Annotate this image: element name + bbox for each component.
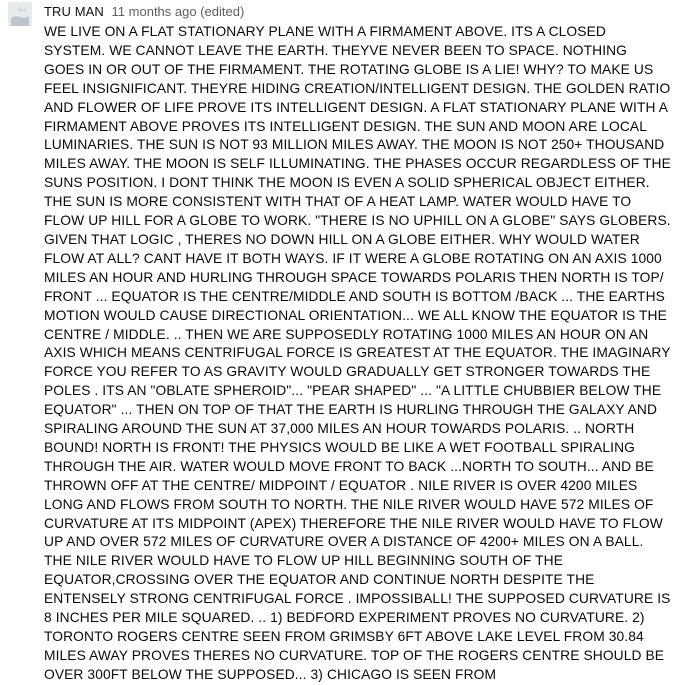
comment-timestamp[interactable]: 11 months ago <box>111 4 197 19</box>
default-avatar-icon <box>8 2 32 26</box>
comment-text: WE LIVE ON A FLAT STATIONARY PLANE WITH A FIRMAMENT ABOVE. ITS A CLOSED SYSTEM. WE CANNOT LEAVE THE EARTH. THEYVE NEVER BEEN TO SPACE. NOTHING GOES IN OR OUT OF THE FIRMAMENT. THE ROTATING GLOBE IS A LIE! WHY? TO MAKE US FEEL INSIGNIFICANT. THEYRE HIDING CREATION/INTELLIGENT DESIGN. THE GOLDEN RATIO AND FLOWER OF LIFE PROVE ITS INTELLIGENT DESIGN. A FLAT STATIONARY PLANE WITH A FIRMAMENT ABOVE PROVES ITS INTELLIGENT DESIGN. THE SUN AND MOON ARE LOCAL LUMINARIES. THE SUN IS NOT 93 MILLION MILES AWAY. THE MOON IS NOT 250+ THOUSAND MILES AWAY. THE MOON IS SELF ILLUMINATING. THE PHASES OCCUR REGARDLESS OF THE SUNS POSITION. I DONT THINK THE MOON IS EVEN A SOLID SPHERICAL OBJECT EITHER. THE SUN IS MORE CONSISTENT WITH THAT OF A HEAT LAMP. WATER WOULD HAVE TO FLOW UP HILL FOR A GLOBE TO WORK. "THERE IS NO UPHILL ON A GLOBE" SAYS GLOBERS. GIVEN THAT LOGIC , THERES NO DOWN HILL ON A GLOBE EITHER. WHY WOULD WATER FLOW AT ALL? CANT HAVE IT BOTH WAYS. IF IT WERE A GLOBE ROTATING ON AN AXIS 1000 MILES AN HOUR AND HURLING THROUGH SPACE TOWARDS POLARIS THEN NORTH IS TOP/ FRONT ... EQUATOR IS THE CENTRE/MIDDLE AND SOUTH IS BOTTOM /BACK ... THE EARTHS MOTION WOULD CAUSE DIRECTIONAL ORIENTATION... WE ALL KNOW THE EQUATOR IS THE CENTRE / MIDDLE. .. THEN WE ARE SUPPOSEDLY ROTATING 1000 MILES AN HOUR ON AN AXIS WHICH MEANS CENTRIFUGAL FORCE IS GREATEST AT THE EQUATOR. THE IMAGINARY FORCE YOU REFER TO AS GRAVITY WOULD GRADUALLY GET STRONGER TOWARDS THE POLES . ITS AN "OBLATE SPHEROID"... "PEAR SHAPED" ... "A LITTLE CHUBBIER BELOW THE EQUATOR" ... THEN ON TOP OF THAT THE EARTH IS HURLING THROUGH THE GALAXY AND SPIRALING AROUND THE SUN AT 37,000 MILES AN HOUR TOWARDS POLARIS. .. NORTH BOUND! NORTH IS FRONT! THE PHYSICS WOULD BE LIKE A WET FOOTBALL SPIRALING THROUGH THE AIR. WATER WOULD MOVE FRONT TO BACK ...NORTH TO SOUTH... AND BE THROWN OFF AT THE CENTRE/ MIDPOINT / EQUATOR . NILE RIVER IS OVER 4200 MILES LONG AND FLOWS FROM SOUTH TO NORTH. THE NILE RIVER WOULD HAVE 572 MILES OF CURVATURE AT ITS MIDPOINT (APEX) THEREFORE THE NILE RIVER WOULD HAVE TO FLOW UP AND OVER 572 MILES OF CURVATURE OVER A DISTANCE OF 4200+ MILES ON A BALL. THE NILE RIVER WOULD HAVE TO FLOW UP HILL BEGINNING SOUTH OF THE EQUATOR,CROSSING OVER THE EQUATOR AND CONTINUE NORTH DESPITE THE ENTENSELY STRONG CENTRIFUGAL FORCE . IMPOSSIBALL! THE SUPPOSED CURVATURE IS 8 INCHES PER MILE SQUARED. .. 1) BEDFORD EXPERIMENT PROVES NO CURVATURE. 2) TORONTO ROGERS CENTRE SEEN FROM GRIMSBY 6FT ABOVE LAKE LEVEL FROM 30.84 MILES AWAY PROVES THERES NO CURVATURE. TOP OF THE ROGERS CENTRE SHOULD BE OVER 300FT BELOW THE SUPPOSED... 3) CHICAGO IS SEEN FROM <box>44 24 671 682</box>
author-name[interactable]: TRU MAN <box>44 4 104 19</box>
edited-label: (edited) <box>200 4 245 19</box>
avatar[interactable] <box>8 2 32 26</box>
comment-header <box>44 3 244 21</box>
